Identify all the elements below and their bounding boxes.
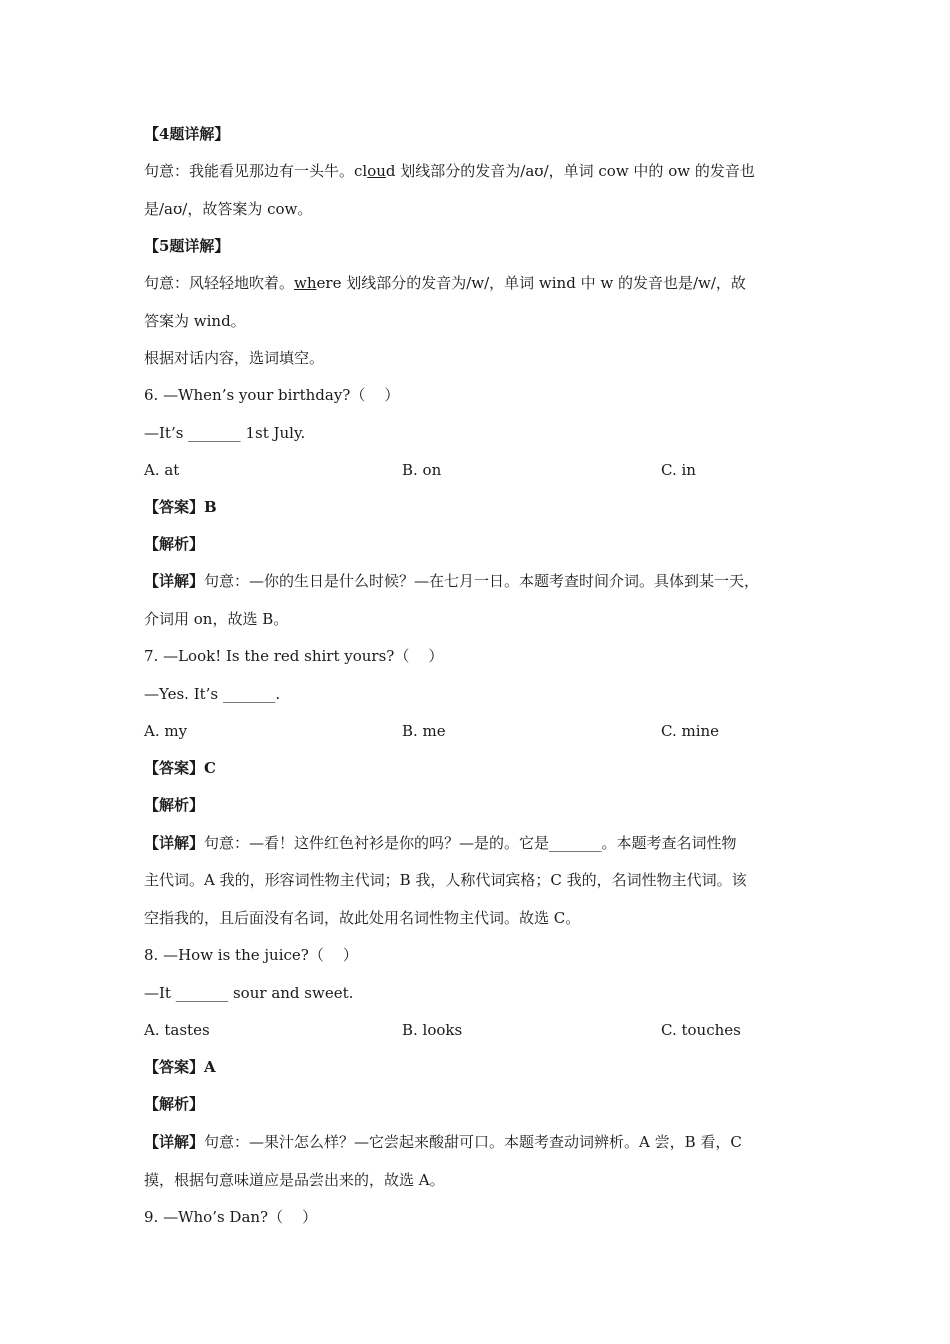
- q8-option-a: A. tastes: [144, 1021, 210, 1039]
- q4-heading: 【4题详解】: [144, 125, 230, 143]
- q7-detail-line3: 空指我的，且后面没有名词，故此处用名词性物主代词。故选 C。: [144, 909, 581, 927]
- q8-detail-line2: 摸，根据句意味道应是品尝出来的，故选 A。: [144, 1171, 445, 1189]
- q6-answer: 【答案】B: [144, 498, 217, 516]
- q6-option-b: B. on: [402, 461, 442, 479]
- q7-analysis-heading: 【解析】: [144, 796, 205, 814]
- q7-option-a: A. my: [144, 722, 188, 740]
- underlined-letters: ou: [367, 162, 386, 180]
- q5-heading: 【5题详解】: [144, 237, 230, 255]
- q7-detail-line1: 【详解】句意：—看！这件红色衬衫是你的吗？—是的。它是_______。本题考查名词性物: [144, 834, 737, 852]
- q6-detail-line2: 介词用 on，故选 B。: [144, 610, 289, 628]
- q6-reply: —It’s _______ 1st July.: [144, 424, 306, 442]
- q8-analysis-heading: 【解析】: [144, 1095, 205, 1113]
- section-instruction: 根据对话内容，选词填空。: [144, 349, 325, 367]
- underlined-letters: wh: [294, 274, 317, 292]
- q5-explanation-line1: 句意：风轻轻地吹着。where 划线部分的发音为/w/，单词 wind 中 w 的发音也是/w/，故: [144, 274, 746, 292]
- q8-option-c: C. touches: [661, 1021, 741, 1039]
- q8-option-b: B. looks: [402, 1021, 463, 1039]
- q7-reply: —Yes. It’s _______.: [144, 685, 281, 703]
- q7-stem: 7. —Look! Is the red shirt yours?（ ）: [144, 647, 444, 665]
- q4-explanation-line1: 句意：我能看见那边有一头牛。cloud 划线部分的发音为/aʊ/，单词 cow 中的 ow 的发音也: [144, 162, 755, 180]
- q7-answer: 【答案】C: [144, 759, 216, 777]
- q6-option-c: C. in: [661, 461, 696, 479]
- q8-stem: 8. —How is the juice?（ ）: [144, 946, 358, 964]
- q6-analysis-heading: 【解析】: [144, 535, 205, 553]
- q7-option-b: B. me: [402, 722, 446, 740]
- q7-option-c: C. mine: [661, 722, 720, 740]
- q6-stem: 6. —When’s your birthday?（ ）: [144, 386, 400, 404]
- q9-stem: 9. —Who’s Dan?（ ）: [144, 1208, 318, 1226]
- q6-detail-line1: 【详解】句意：—你的生日是什么时候？—在七月一日。本题考查时间介词。具体到某一天，: [144, 572, 760, 590]
- q8-reply: —It _______ sour and sweet.: [144, 984, 354, 1002]
- q7-detail-line2: 主代词。A 我的，形容词性物主代词；B 我，人称代词宾格；C 我的，名词性物主代词。该: [144, 871, 747, 889]
- q4-explanation-line2: 是/aʊ/，故答案为 cow。: [144, 200, 313, 218]
- q5-explanation-line2: 答案为 wind。: [144, 312, 246, 330]
- q8-detail-line1: 【详解】句意：—果汁怎么样？—它尝起来酸甜可口。本题考查动词辨析。A 尝，B 看，C: [144, 1133, 742, 1151]
- q6-option-a: A. at: [144, 461, 180, 479]
- q8-answer: 【答案】A: [144, 1058, 216, 1076]
